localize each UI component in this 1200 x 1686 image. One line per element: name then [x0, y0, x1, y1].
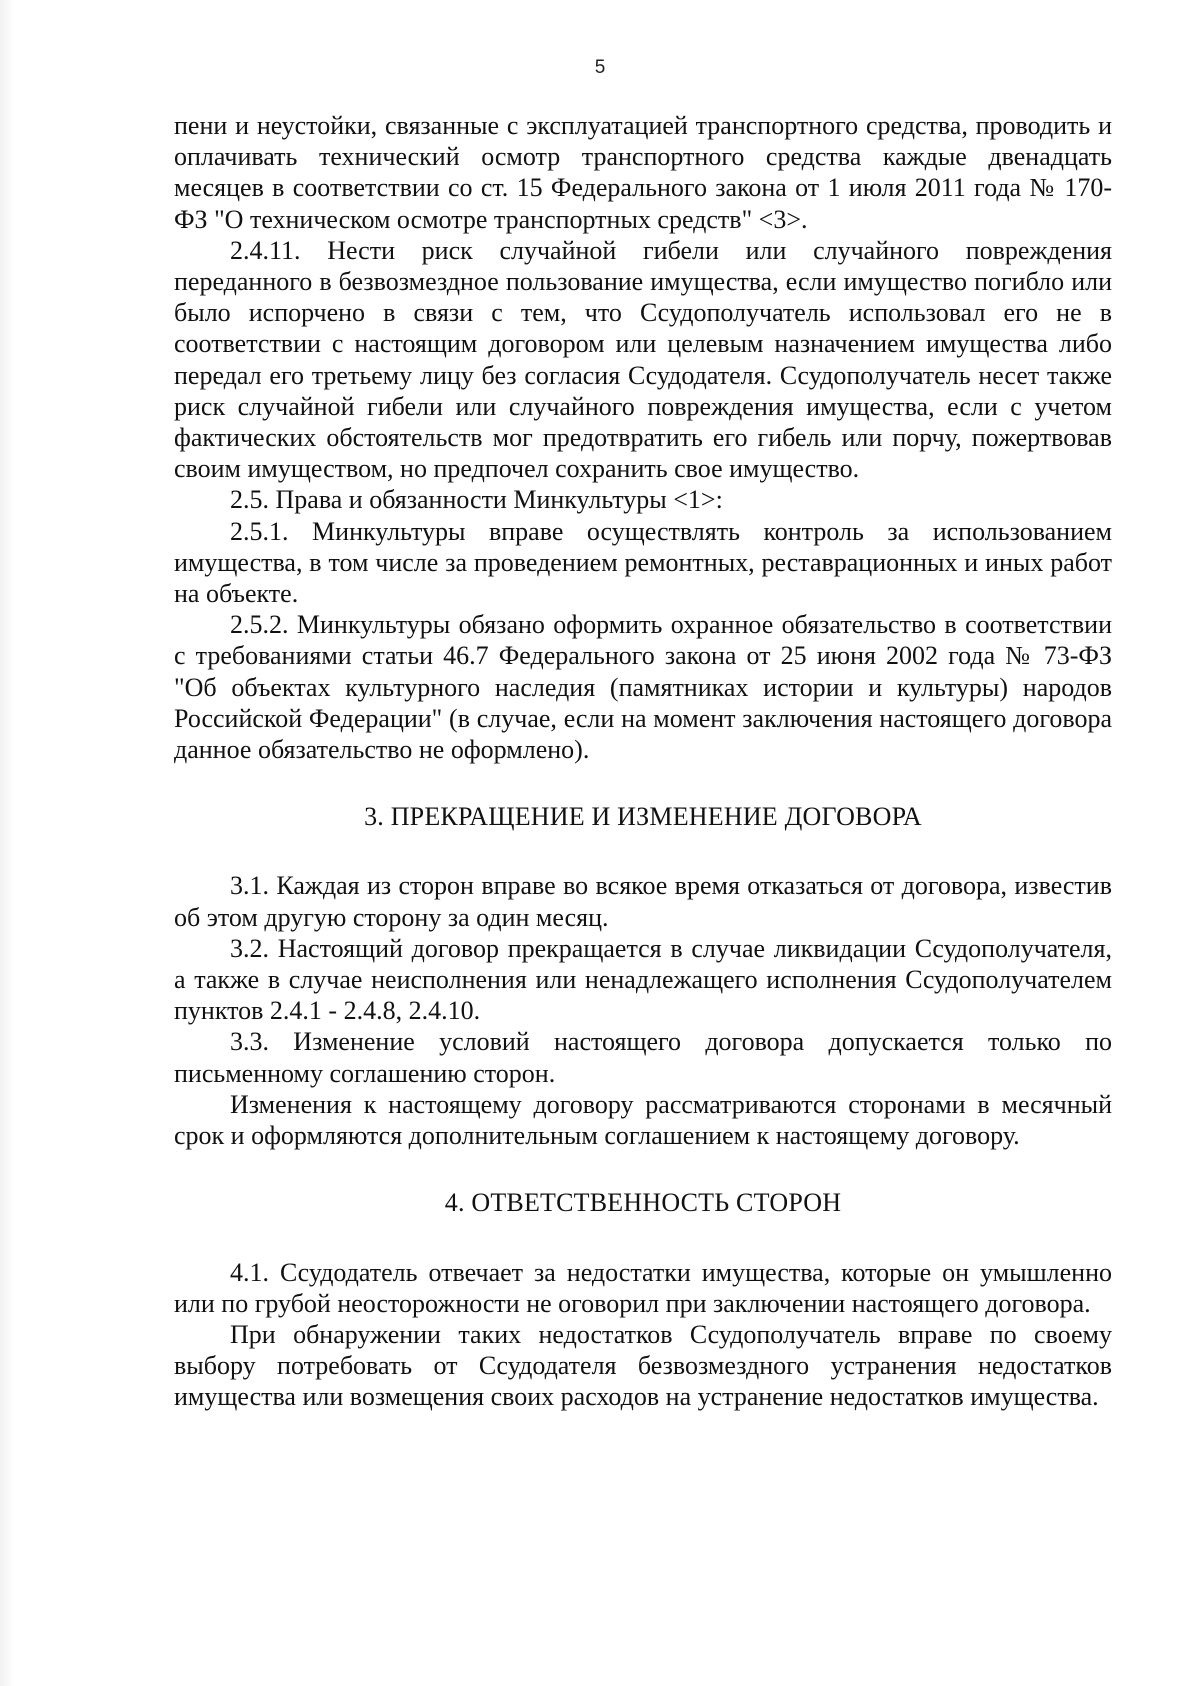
paragraph-2-4-10-continuation: пени и неустойки, связанные с эксплуатацией транспортного средства, проводить и оплачивать технический осмотр транспортного средства каждые двенадцать месяцев в соответствии со ст. 15 Федерального закона от 1 июля 2011 года № 170-ФЗ "О техническом осмотре транспортных средств" <3>.	[174, 111, 1112, 234]
section-3-heading: 3. ПРЕКРАЩЕНИЕ И ИЗМЕНЕНИЕ ДОГОВОРА	[364, 802, 922, 832]
section-4-heading: 4. ОТВЕТСТВЕННОСТЬ СТОРОН	[444, 1188, 842, 1218]
paragraph-3-1: 3.1. Каждая из сторон вправе во всякое время отказаться от договора, известив об этом другую сторону за один месяц.	[174, 871, 1112, 932]
paragraph-2-5-2: 2.5.2. Минкультуры обязано оформить охранное обязательство в соответствии с требованиями статьи 46.7 Федерального закона от 25 июня 2002 года № 73-ФЗ "Об объектах культурного наследия (памятниках истории и культуры) народов Российской Федерации" (в случае, если на момент заключения настоящего договора данное обязательство не оформлено).	[174, 610, 1112, 765]
paragraph-2-5-1: 2.5.1. Минкультуры вправе осуществлять контроль за использованием имущества, в том числе за проведением ремонтных, реставрационных и иных работ на объекте.	[174, 516, 1112, 609]
scan-edge-shading	[0, 0, 14, 1686]
document-body	[174, 110, 1112, 1413]
paragraph-3-2: 3.2. Настоящий договор прекращается в случае ликвидации Ссудополучателя, а также в случае неисполнения или ненадлежащего исполнения Ссудополучателем пунктов 2.4.1 - 2.4.8, 2.4.10.	[174, 933, 1112, 1026]
paragraph-defects: При обнаружении таких недостатков Ссудополучатель вправе по своему выбору потребовать от Ссудодателя безвозмездного устранения недостатков имущества или возмещения своих расходов на устранение недостатков имущества.	[174, 1319, 1112, 1412]
paragraph-3-3: 3.3. Изменение условий настоящего договора допускается только по письменному соглашению сторон.	[174, 1027, 1112, 1088]
paragraph-changes: Изменения к настоящему договору рассматриваются сторонами в месячный срок и оформляются дополнительным соглашением к настоящему договору.	[174, 1089, 1112, 1151]
paragraph-2-5: 2.5. Права и обязанности Минкультуры <1>:	[230, 485, 723, 515]
page-number: 5	[594, 57, 606, 78]
paragraph-4-1: 4.1. Ссудодатель отвечает за недостатки имущества, которые он умышленно или по грубой неосторожности не оговорил при заключении настоящего договора.	[174, 1257, 1112, 1318]
paragraph-2-4-11: 2.4.11. Нести риск случайной гибели или случайного повреждения переданного в безвозмездное пользование имущества, если имущество погибло или было испорчено в связи с тем, что Ссудополучатель использовал его не в соответствии с настоящим договором или целевым назначением имущества либо передал его третьему лицу без согласия Ссудодателя. Ссудополучатель несет также риск случайной гибели или случайного повреждения имущества, если с учетом фактических обстоятельств мог предотвратить его гибель или порчу, пожертвовав своим имуществом, но предпочел сохранить свое имущество.	[174, 235, 1112, 484]
